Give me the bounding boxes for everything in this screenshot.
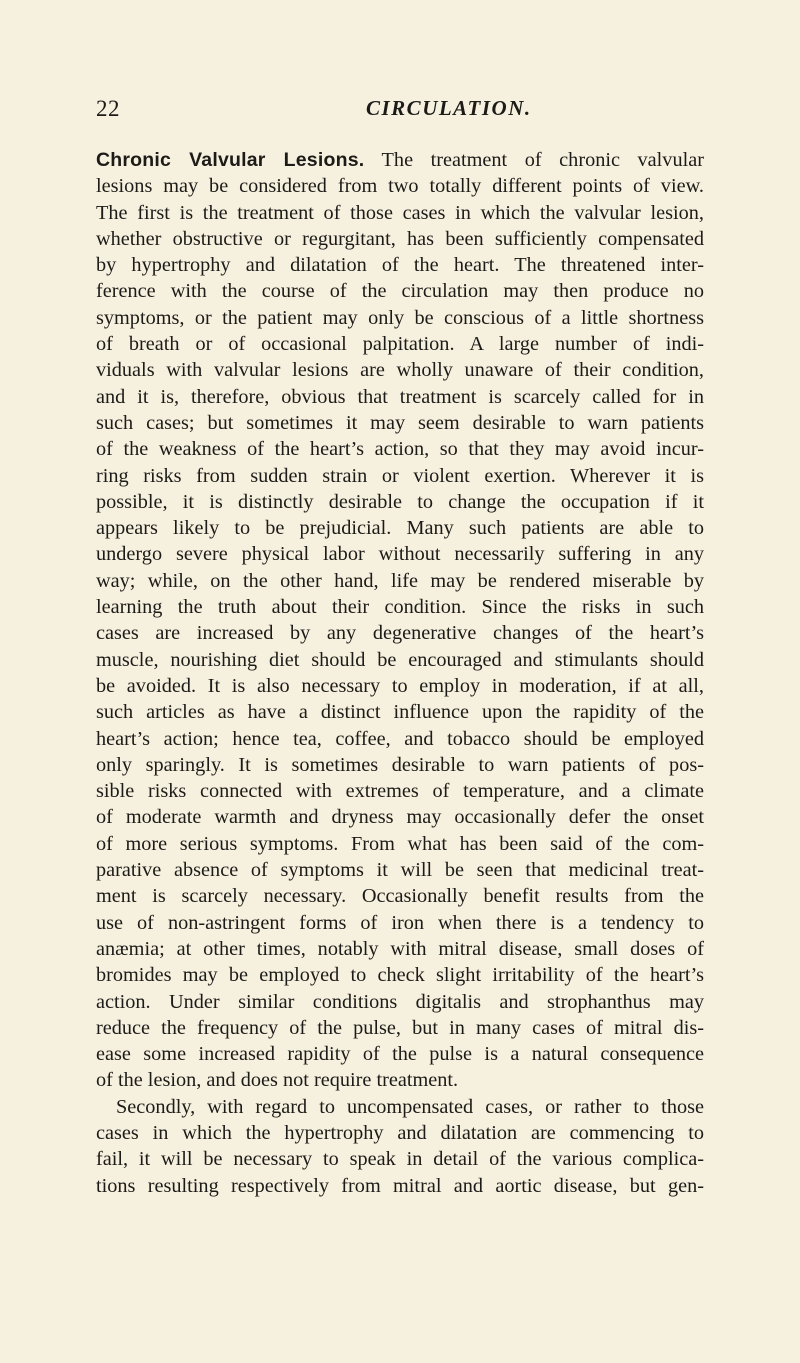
section-heading: Chronic Valvular Lesions.: [96, 149, 365, 171]
text-line: ring risks from sudden strain or violent exertion. Wherever it is: [96, 464, 704, 487]
paragraph-first-line-text: The treatment of chronic valvular: [364, 149, 704, 171]
text-line: muscle, nourishing diet should be encouraged and stimulants should: [96, 648, 704, 671]
body-text: [96, 147, 704, 1199]
text-line: appears likely to be prejudicial. Many such patients are able to: [96, 517, 704, 540]
text-line: ference with the course of the circulation may then produce no: [96, 280, 704, 303]
text-line: reduce the frequency of the pulse, but in many cases of mitral dis-: [96, 1016, 704, 1039]
text-line: Secondly, with regard to uncompensated cases, or rather to those: [116, 1095, 704, 1118]
text-line: tions resulting respectively from mitral and aortic disease, but gen-: [96, 1174, 704, 1197]
text-line: by hypertrophy and dilatation of the heart. The threatened inter-: [96, 254, 704, 277]
text-line: only sparingly. It is sometimes desirable to warn patients of pos-: [96, 753, 704, 776]
text-line: anæmia; at other times, notably with mitral disease, small doses of: [96, 937, 704, 960]
text-line: of more serious symptoms. From what has been said of the com-: [96, 832, 704, 855]
text-line: of the lesion, and does not require treatment.: [96, 1069, 459, 1092]
text-line: possible, it is distinctly desirable to change the occupation if it: [96, 490, 704, 513]
text-line: ease some increased rapidity of the pulse is a natural consequence: [96, 1043, 704, 1066]
text-line: viduals with valvular lesions are wholly unaware of their condition,: [96, 359, 704, 382]
paragraph-2: [96, 1094, 704, 1199]
text-line: cases are increased by any degenerative changes of the heart’s: [96, 622, 704, 645]
paragraph-first-line: [96, 147, 704, 173]
text-line: of moderate warmth and dryness may occasionally defer the onset: [96, 806, 704, 829]
running-title: CIRCULATION.: [366, 96, 532, 120]
text-line: cases in which the hypertrophy and dilatation are commencing to: [96, 1121, 704, 1144]
text-line: lesions may be considered from two totally different points of view.: [96, 175, 704, 198]
text-line: such cases; but sometimes it may seem desirable to warn patients: [96, 411, 704, 434]
text-line: parative absence of symptoms it will be seen that medicinal treat-: [96, 859, 704, 882]
text-line: action. Under similar conditions digitalis and strophanthus may: [96, 990, 704, 1013]
text-line: heart’s action; hence tea, coffee, and tobacco should be employed: [96, 727, 704, 750]
text-line: way; while, on the other hand, life may be rendered miserable by: [96, 569, 704, 592]
page-number: 22: [96, 96, 120, 121]
paragraph-1: [96, 147, 704, 1094]
text-line: of the weakness of the heart’s action, so that they may avoid incur-: [96, 438, 704, 461]
text-line: ment is scarcely necessary. Occasionally benefit results from the: [96, 885, 704, 908]
text-line: sible risks connected with extremes of temperature, and a climate: [96, 780, 704, 803]
text-line: undergo severe physical labor without necessarily suffering in any: [96, 543, 704, 566]
text-line: use of non-astringent forms of iron when there is a tendency to: [96, 911, 704, 934]
text-line: whether obstructive or regurgitant, has been sufficiently compensated: [96, 227, 704, 250]
text-line: symptoms, or the patient may only be conscious of a little shortness: [96, 306, 704, 329]
text-line: learning the truth about their condition. Since the risks in such: [96, 596, 704, 619]
running-head: [0, 96, 800, 126]
text-line: and it is, therefore, obvious that treatment is scarcely called for in: [96, 385, 704, 408]
text-line: be avoided. It is also necessary to employ in moderation, if at all,: [96, 674, 704, 697]
text-line: The first is the treatment of those cases in which the valvular lesion,: [96, 201, 704, 224]
text-line: such articles as have a distinct influence upon the rapidity of the: [96, 701, 704, 724]
text-line: fail, it will be necessary to speak in detail of the various complica-: [96, 1148, 704, 1171]
text-line: bromides may be employed to check slight irritability of the heart’s: [96, 964, 704, 987]
text-line: of breath or of occasional palpitation. A large number of indi-: [96, 333, 704, 356]
